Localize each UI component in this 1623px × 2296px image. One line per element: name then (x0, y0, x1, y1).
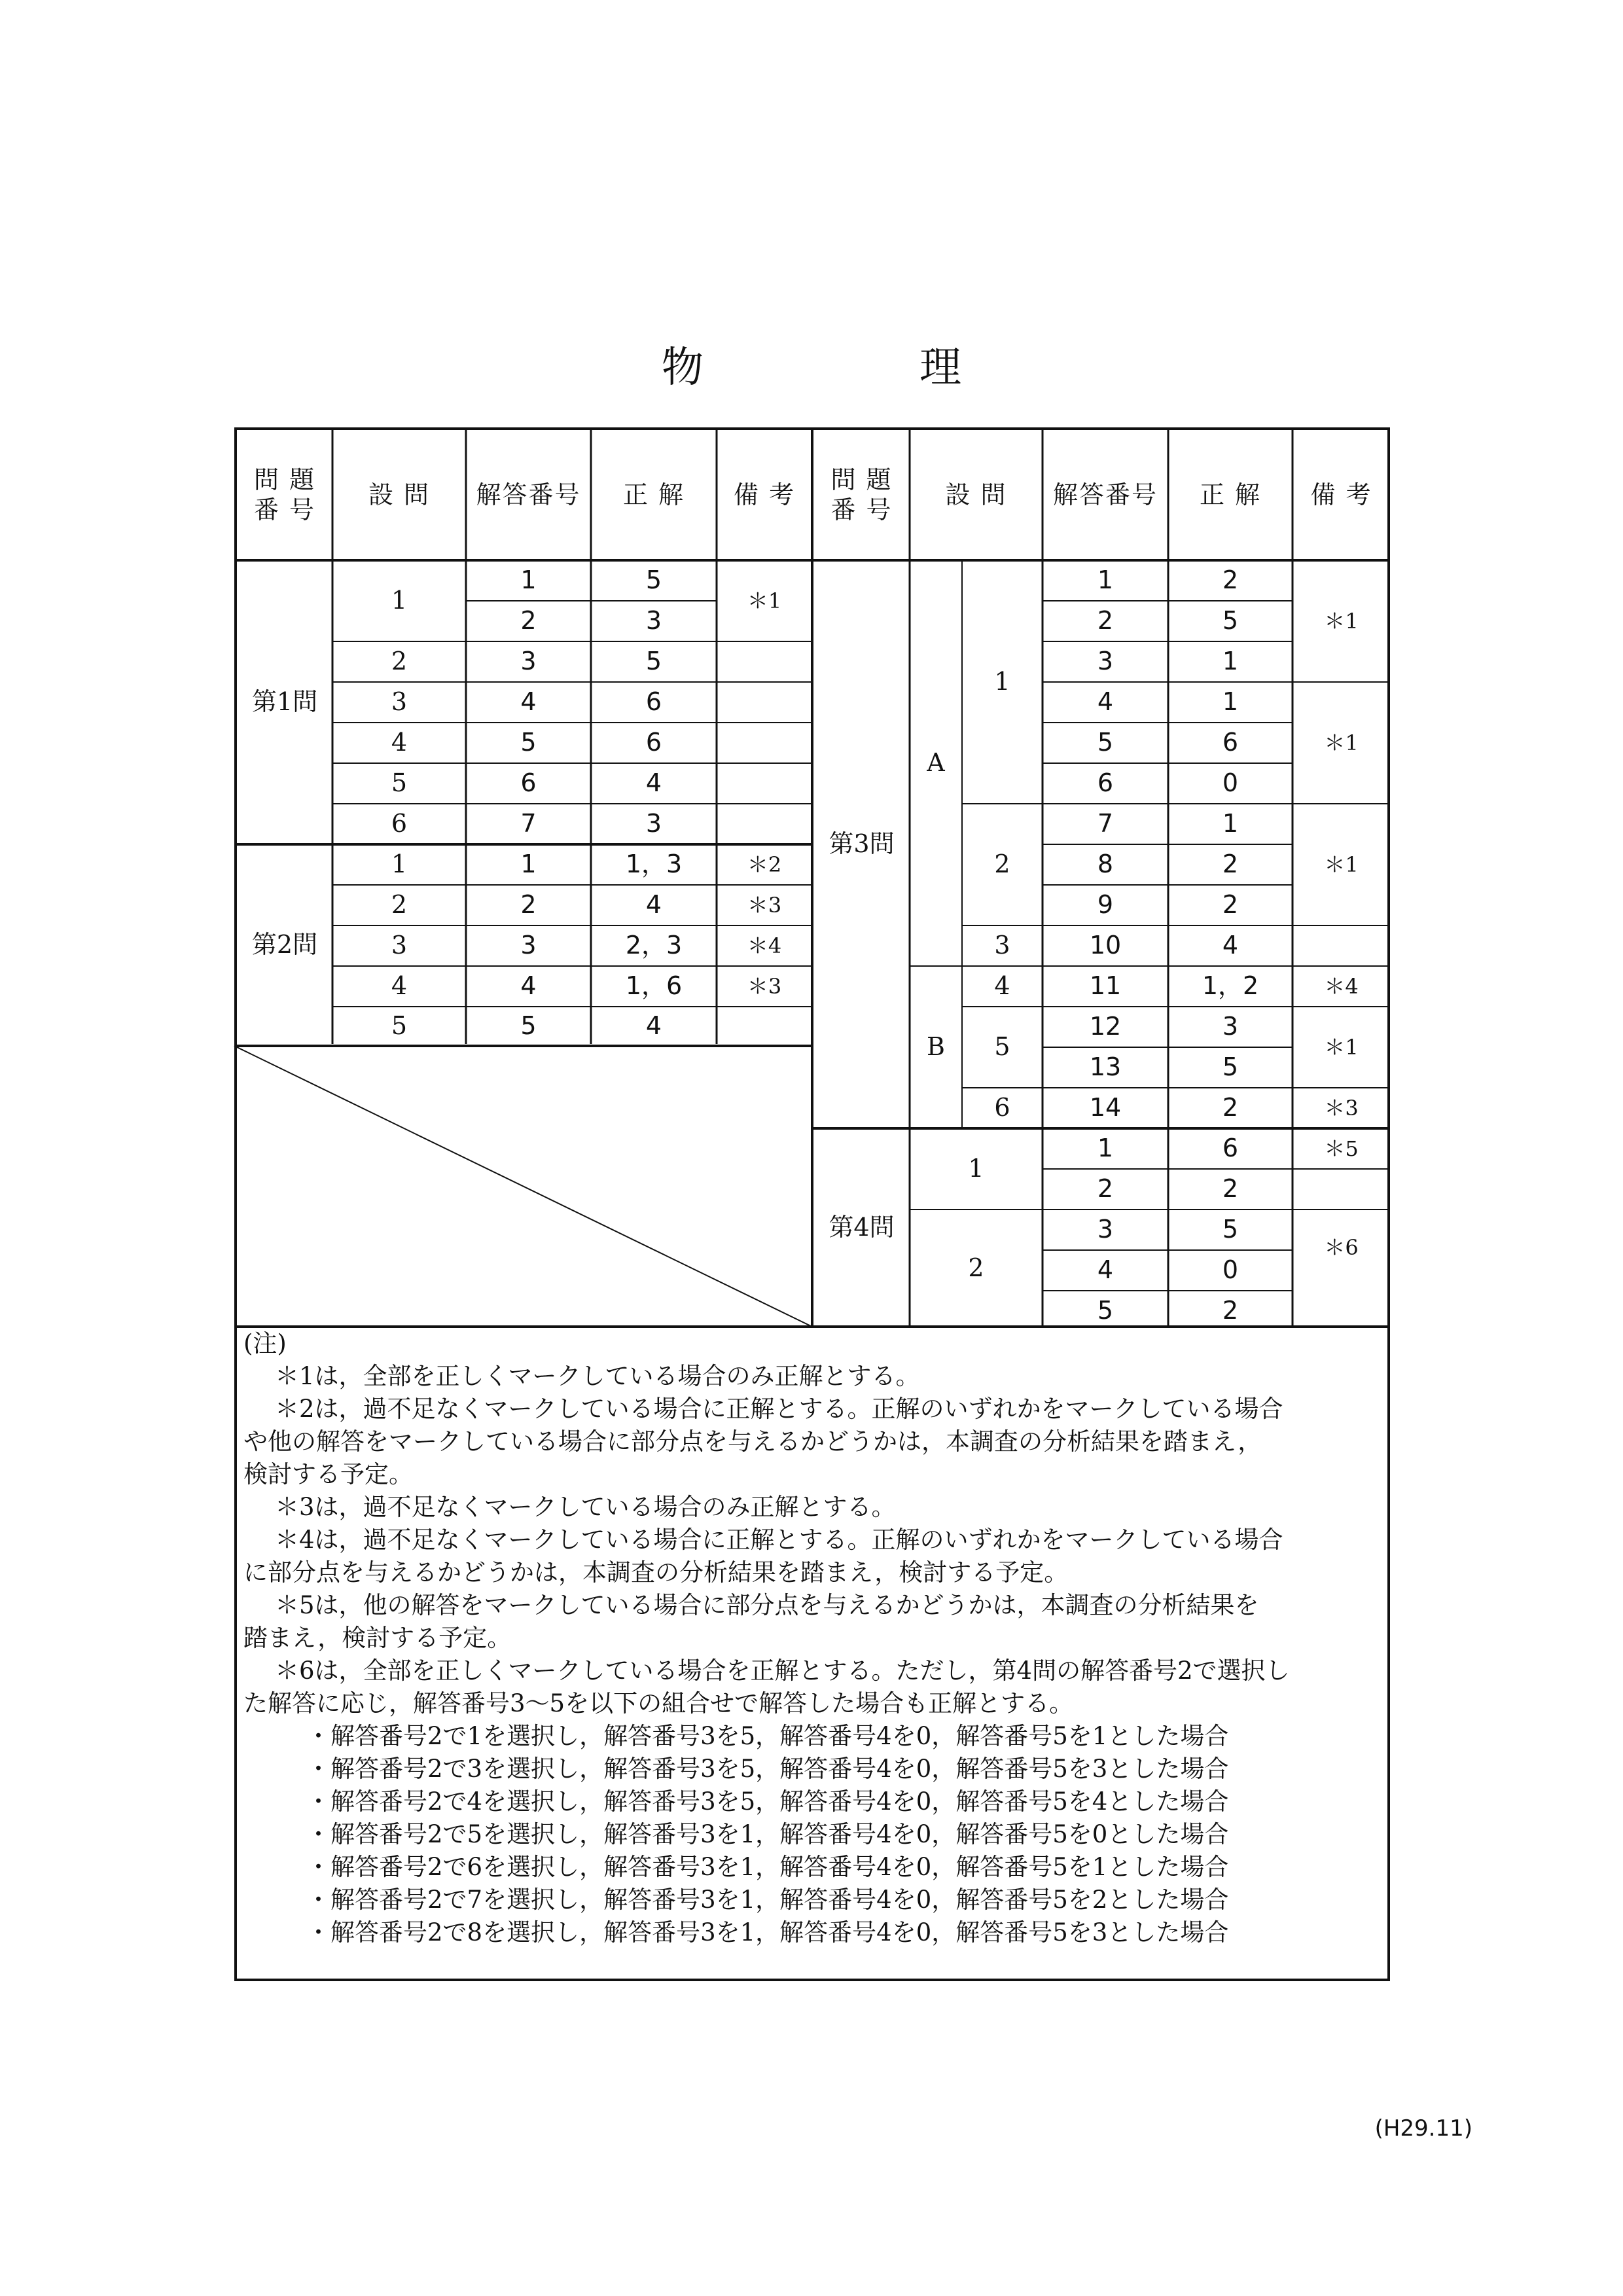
header-mondai-left: 問 題 番 号 (253, 465, 316, 524)
note-bullet: ・解答番号2で7を選択し，解答番号3を1，解答番号4を0，解答番号5を2とした場合 (306, 1886, 1229, 1914)
part-label: B (927, 1032, 945, 1062)
answer-number: 5 (520, 728, 537, 757)
answer-value: 2 (1222, 1296, 1239, 1325)
answer-number: 1 (1097, 1134, 1114, 1163)
setsumon-cell: 1 (968, 1154, 984, 1183)
note-mark: ＊4 (1324, 973, 1359, 999)
answer-value: 6 (645, 728, 662, 757)
answer-value: 6 (1222, 728, 1239, 757)
setsumon-cell: 4 (391, 728, 408, 757)
note-bullet: ・解答番号2で1を選択し，解答番号3を5，解答番号4を0，解答番号5を1とした場合 (306, 1722, 1229, 1750)
answer-number: 2 (1097, 1174, 1114, 1204)
setsumon-cell: 1 (994, 667, 1010, 696)
notes-heading: (注) (243, 1329, 287, 1357)
setsumon-cell: 2 (968, 1253, 984, 1282)
answer-value: 6 (1222, 1134, 1239, 1163)
note-line: ＊3は，過不足なくマークしている場合のみ正解とする。 (275, 1493, 896, 1521)
answer-number: 1 (520, 850, 537, 879)
answer-number: 2 (520, 890, 537, 920)
answer-value: 4 (1222, 931, 1239, 960)
answer-value: 2 (1222, 1174, 1239, 1204)
note-bullet: ・解答番号2で8を選択し，解答番号3を1，解答番号4を0，解答番号5を3とした場合 (306, 1918, 1229, 1946)
answer-number: 13 (1089, 1052, 1122, 1082)
answer-number: 3 (520, 647, 537, 676)
header-seikai-left: 正 解 (622, 480, 685, 509)
answer-value: 5 (1222, 1052, 1239, 1082)
header-biko-left: 備 考 (733, 480, 796, 509)
answer-value: 3 (1222, 1012, 1239, 1041)
part-label: A (927, 748, 945, 778)
answer-value: 5 (1222, 606, 1239, 636)
note-line: ＊6は，全部を正しくマークしている場合を正解とする。ただし，第4問の解答番号2で選択し (275, 1657, 1290, 1685)
answer-number: 4 (1097, 1255, 1114, 1285)
note-line: に部分点を与えるかどうかは，本調査の分析結果を踏まえ，検討する予定。 (243, 1558, 1069, 1587)
answer-number: 9 (1097, 890, 1114, 920)
answer-value: 2 (1222, 850, 1239, 879)
answer-number: 1 (520, 565, 537, 595)
header-seikai-right: 正 解 (1199, 480, 1262, 509)
answer-number: 6 (1097, 768, 1114, 798)
note-mark: ＊3 (1324, 1095, 1359, 1121)
answer-number: 12 (1089, 1012, 1122, 1041)
note-bullet: ・解答番号2で4を選択し，解答番号3を5，解答番号4を0，解答番号5を4とした場合 (306, 1787, 1229, 1816)
note-mark: ＊3 (747, 973, 782, 999)
answer-number: 3 (520, 931, 537, 960)
setsumon-cell: 3 (391, 687, 408, 717)
answer-value: 1 (1222, 647, 1239, 676)
answer-number: 7 (1097, 809, 1114, 838)
answer-value: 6 (645, 687, 662, 717)
setsumon-cell: 2 (391, 647, 408, 676)
question-label: 第2問 (251, 930, 318, 960)
header-mondai-right: 問 題 番 号 (830, 465, 893, 524)
header-setsumon-left: 設 問 (368, 480, 431, 509)
note-line: 検討する予定。 (243, 1460, 413, 1488)
setsumon-cell: 5 (994, 1032, 1010, 1062)
note-line: た解答に応じ，解答番号3～5を以下の組合せで解答した場合も正解とする。 (243, 1689, 1074, 1717)
title-char-2: 理 (919, 344, 961, 392)
header-kaito-left: 解答番号 (476, 480, 581, 509)
answer-value: 4 (645, 1011, 662, 1041)
note-mark: ＊1 (1324, 608, 1359, 634)
header-biko-right: 備 考 (1310, 480, 1372, 509)
answer-number: 7 (520, 809, 537, 838)
answer-number: 1 (1097, 565, 1114, 595)
note-line: 踏まえ，検討する予定。 (243, 1624, 512, 1652)
answer-value: 5 (645, 647, 662, 676)
note-line: や他の解答をマークしている場合に部分点を与えるかどうかは，本調査の分析結果を踏まえ， (243, 1427, 1262, 1456)
note-mark: ＊3 (747, 892, 782, 918)
setsumon-cell: 6 (391, 809, 408, 838)
answer-number: 4 (1097, 687, 1114, 717)
answer-number: 3 (1097, 647, 1114, 676)
answer-value: 0 (1222, 1255, 1239, 1285)
setsumon-cell: 1 (391, 586, 408, 615)
answer-number: 10 (1089, 931, 1122, 960)
setsumon-cell: 6 (994, 1093, 1010, 1122)
answer-value: 2 (1222, 565, 1239, 595)
note-mark: ＊6 (1324, 1235, 1359, 1261)
note-mark: ＊1 (747, 588, 782, 613)
answer-value: 3 (645, 606, 662, 636)
setsumon-cell: 5 (391, 768, 408, 798)
setsumon-cell: 5 (391, 1011, 408, 1041)
answer-value: 2，3 (625, 931, 683, 960)
answer-value: 1 (1222, 809, 1239, 838)
note-line: ＊5は，他の解答をマークしている場合に部分点を与えるかどうかは，本調査の分析結果を (275, 1591, 1259, 1619)
answer-value: 3 (645, 809, 662, 838)
answer-value: 4 (645, 768, 662, 798)
answer-value: 5 (1222, 1215, 1239, 1244)
note-mark: ＊1 (1324, 1034, 1359, 1060)
note-line: ＊4は，過不足なくマークしている場合に正解とする。正解のいずれかをマークしている場合 (275, 1526, 1283, 1554)
notes-section (243, 1327, 1382, 1949)
answer-value: 5 (645, 565, 662, 595)
answer-value: 1，3 (625, 850, 683, 879)
answer-value: 4 (645, 890, 662, 920)
answer-value: 0 (1222, 768, 1239, 798)
note-mark: ＊1 (1324, 730, 1359, 755)
setsumon-cell: 1 (391, 850, 408, 879)
note-line: ＊1は，全部を正しくマークしている場合のみ正解とする。 (275, 1362, 920, 1390)
question-label: 第4問 (829, 1212, 895, 1242)
setsumon-cell: 2 (994, 850, 1010, 879)
setsumon-cell: 2 (391, 890, 408, 920)
answer-number: 5 (1097, 728, 1114, 757)
note-bullet: ・解答番号2で5を選択し，解答番号3を1，解答番号4を0，解答番号5を0とした場合 (306, 1820, 1229, 1848)
answer-value: 1，6 (625, 971, 683, 1001)
answer-number: 5 (520, 1011, 537, 1041)
note-mark: ＊4 (747, 933, 782, 958)
answer-number: 3 (1097, 1215, 1114, 1244)
header-kaito-right: 解答番号 (1052, 480, 1158, 509)
question-label: 第3問 (829, 829, 895, 859)
answer-number: 11 (1089, 971, 1122, 1001)
note-line: ＊2は，過不足なくマークしている場合に正解とする。正解のいずれかをマークしている場合 (275, 1395, 1283, 1423)
note-bullet: ・解答番号2で3を選択し，解答番号3を5，解答番号4を0，解答番号5を3とした場合 (306, 1755, 1229, 1783)
answer-number: 4 (520, 687, 537, 717)
note-mark: ＊2 (747, 852, 782, 877)
note-mark: ＊5 (1324, 1136, 1359, 1161)
answer-number: 6 (520, 768, 537, 798)
answer-number: 2 (1097, 606, 1114, 636)
answer-value: 1，2 (1202, 971, 1259, 1001)
setsumon-cell: 3 (994, 931, 1010, 960)
setsumon-cell: 4 (994, 971, 1010, 1001)
footer-code: (H29.11) (1374, 2115, 1472, 2142)
answer-number: 4 (520, 971, 537, 1001)
note-mark: ＊1 (1324, 852, 1359, 877)
setsumon-cell: 4 (391, 971, 408, 1001)
answer-number: 14 (1089, 1093, 1122, 1122)
question-label: 第1問 (251, 687, 318, 717)
answer-value: 1 (1222, 687, 1239, 717)
answer-value: 2 (1222, 890, 1239, 920)
setsumon-cell: 3 (391, 931, 408, 960)
answer-number: 2 (520, 606, 537, 636)
header-setsumon-right: 設 問 (945, 480, 1007, 509)
note-bullet: ・解答番号2で6を選択し，解答番号3を1，解答番号4を0，解答番号5を1とした場合 (306, 1853, 1229, 1881)
answer-number: 5 (1097, 1296, 1114, 1325)
title-char-1: 物 (662, 344, 704, 392)
answer-value: 2 (1222, 1093, 1239, 1122)
answer-number: 8 (1097, 850, 1114, 879)
